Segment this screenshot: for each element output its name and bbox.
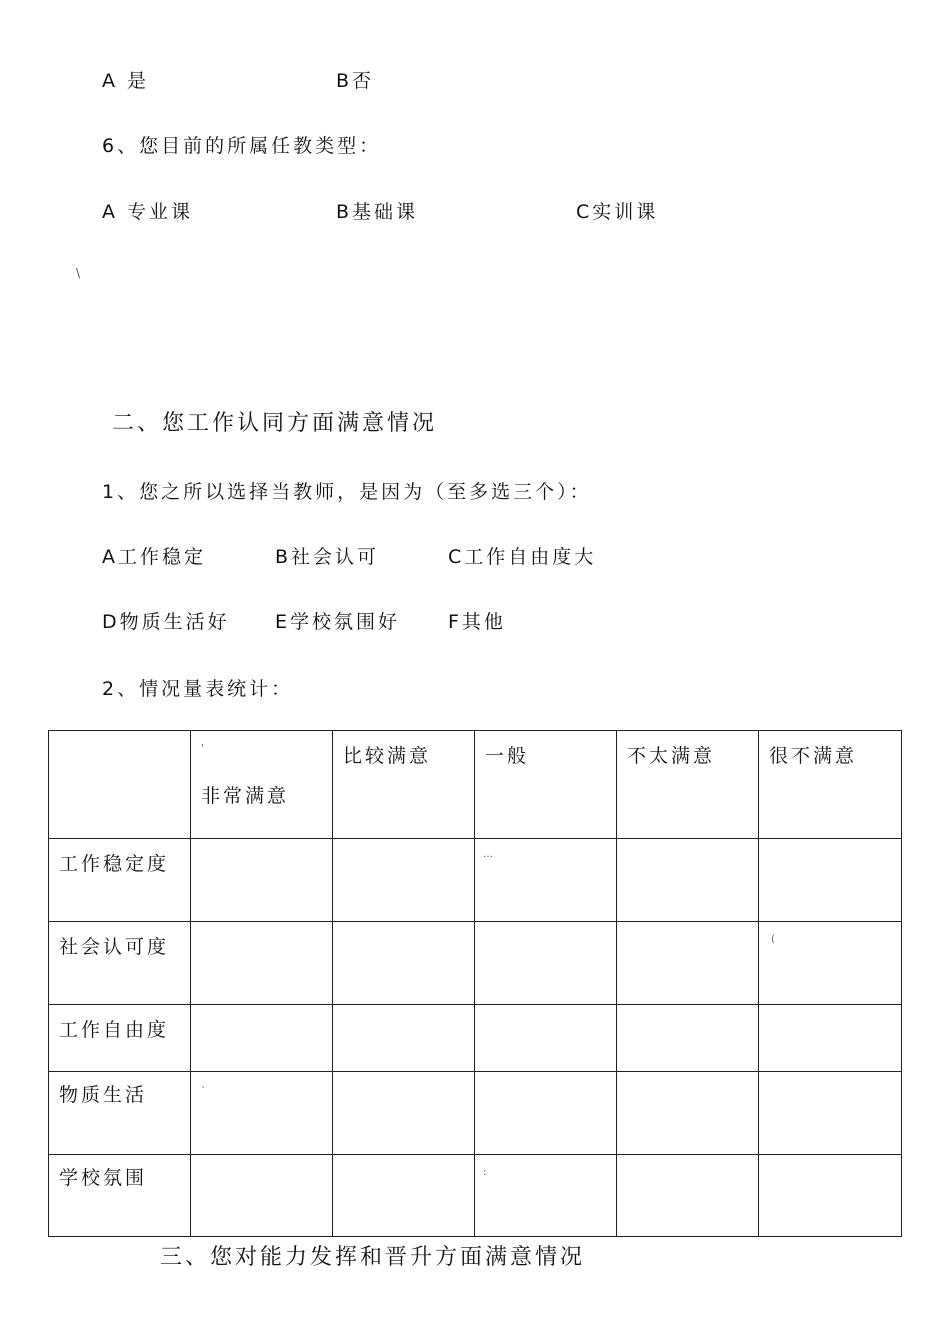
table-row — [49, 1005, 902, 1072]
colon-mark: : — [483, 1167, 490, 1178]
q6-question: 6、您目前的所属任教类型： — [102, 135, 382, 157]
header-very-dissatisfied: 很不满意 — [759, 731, 902, 839]
row-label: 物质生活 — [49, 1072, 191, 1155]
row-label: 社会认可度 — [49, 922, 191, 1005]
header-neutral: 一般 — [475, 731, 617, 839]
section3-title: 三、您对能力发挥和晋升方面满意情况 — [160, 1245, 586, 1270]
s2-q1-option-d: D物质生活好 — [102, 611, 230, 633]
dots-mark: … — [483, 849, 496, 860]
table-header-row — [49, 731, 902, 839]
paren-mark: ( — [771, 934, 778, 945]
q5-option-a: A 是 — [102, 70, 150, 92]
row-label: 学校氛围 — [49, 1155, 191, 1237]
q6-option-b: B基础课 — [336, 201, 419, 223]
row-label: 工作稳定度 — [49, 839, 191, 922]
table-row — [49, 1155, 902, 1237]
satisfaction-scale-table — [48, 730, 902, 1237]
row-label: 工作自由度 — [49, 1005, 191, 1072]
stray-mark: \ — [76, 266, 81, 280]
header-fairly-satisfied: 比较满意 — [333, 731, 475, 839]
table-row — [49, 839, 902, 922]
header-corner-cell — [49, 731, 191, 839]
table-row — [49, 1072, 902, 1155]
s2-q2-question: 2、情况量表统计： — [102, 678, 294, 700]
header-not-very-satisfied: 不太满意 — [617, 731, 759, 839]
q5-option-b: B否 — [336, 70, 375, 92]
s2-q1-option-e: E学校氛围好 — [275, 611, 401, 633]
header-very-satisfied: ' 非常满意 — [191, 731, 333, 839]
s2-q1-question: 1、您之所以选择当教师，是因为（至多选三个）： — [102, 481, 592, 503]
header-tick-mark: ' — [201, 743, 207, 754]
s2-q1-option-c: C工作自由度大 — [448, 546, 597, 568]
s2-q1-option-f: F其他 — [448, 611, 506, 633]
table-row — [49, 922, 902, 1005]
q6-option-c: C实训课 — [576, 201, 659, 223]
s2-q1-option-a: A工作稳定 — [102, 546, 206, 568]
s2-q1-option-b: B社会认可 — [275, 546, 380, 568]
tick-mark: ` — [201, 1086, 209, 1097]
section2-title: 二、您工作认同方面满意情况 — [112, 411, 438, 436]
q6-option-a: A 专业课 — [102, 201, 194, 223]
